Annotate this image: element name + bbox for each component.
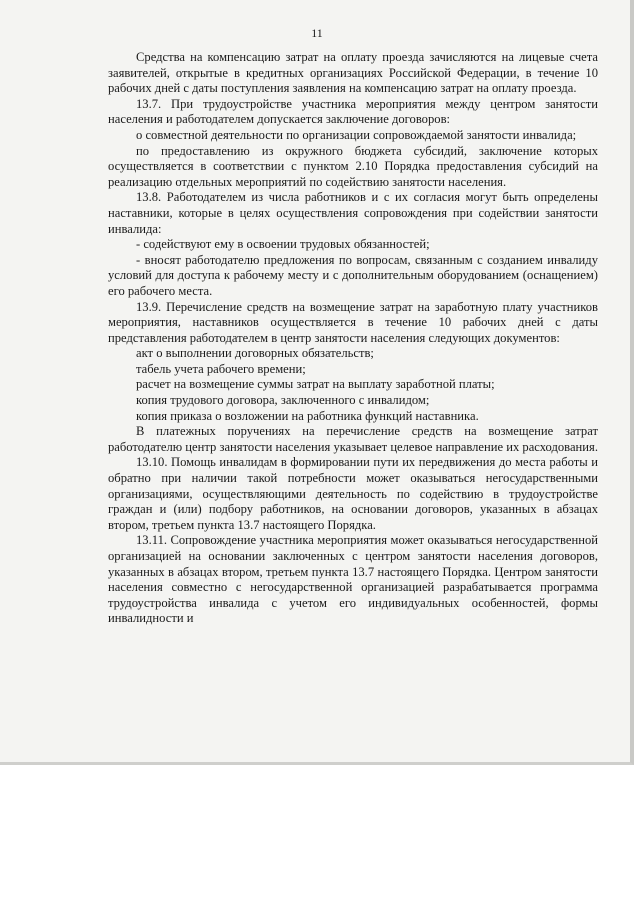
paragraph: о совместной деятельности по организации сопровождаемой занятости инвалида; (136, 127, 577, 142)
paragraph: 13.8. Работодателем из числа работников и с их согласия могут быть определены наставники, которые в целях осуществления сопровождения при содействии занятости инвалида: (108, 190, 598, 236)
paragraph: копия трудового договора, заключенного с инвалидом; (136, 393, 430, 408)
paragraph: копия приказа о возложении на работника функций наставника. (136, 408, 479, 423)
paragraph: - содействуют ему в освоении трудовых обязанностей; (136, 237, 430, 252)
paragraph: 13.11. Сопровождение участника мероприятия может оказываться негосударственной организацией на основании заключенных с центром занятости населения договоров, указанных в абзацах втором, третьем пункта 13.7 настоящего Порядка. Центром занятости населения совместно с негосударственной организацией разрабатывается программа трудоустройства инвалида с учетом его индивидуальных особенностей, формы инвалидности и (108, 533, 598, 626)
paragraph: В платежных поручениях на перечисление средств на возмещение затрат работодателю центр занятости населения указывает целевое направление их расходования. (108, 424, 598, 454)
paragraph: акт о выполнении договорных обязательств; (136, 346, 374, 361)
paragraph: расчет на возмещение суммы затрат на выплату заработной платы; (136, 377, 495, 392)
paragraph: - вносят работодателю предложения по вопросам, связанным с созданием инвалиду условий для доступа к рабочему месту и с дополнительным оборудованием (оснащением) его рабочего места. (108, 252, 598, 298)
paragraph: табель учета рабочего времени; (136, 361, 306, 376)
page-number: 11 (311, 26, 323, 40)
paragraph: 13.10. Помощь инвалидам в формировании пути их передвижения до места работы и обратно при наличии такой потребности может оказываться негосударственными организациями, осуществляющими деятельность по содействию в трудоустройстве граждан и (или) подбору работников, на основании договоров, указанных в абзацах втором, третьем пункта 13.7 настоящего Порядка. (108, 455, 598, 532)
paragraph: Средства на компенсацию затрат на оплату проезда зачисляются на лицевые счета заявителей, открытые в кредитных организациях Российской Федерации, в течение 10 рабочих дней с даты поступления заявления на компенсацию затрат на оплату проезда. (108, 50, 598, 96)
paragraph: 13.7. При трудоустройстве участника мероприятия между центром занятости населения и работодателем допускается заключение договоров: (108, 96, 598, 127)
paragraph: по предоставлению из окружного бюджета субсидий, заключение которых осуществляется в соответствии с пунктом 2.10 Порядка предоставления субсидий на реализацию отдельных мероприятий по содействию занятости населения. (108, 143, 598, 189)
document-body (108, 50, 598, 627)
paragraph: 13.9. Перечисление средств на возмещение затрат на заработную плату участников мероприятия, наставников осуществляется в течение 10 рабочих дней с даты представления работодателем в центр занятости населения следующих документов: (108, 299, 598, 345)
